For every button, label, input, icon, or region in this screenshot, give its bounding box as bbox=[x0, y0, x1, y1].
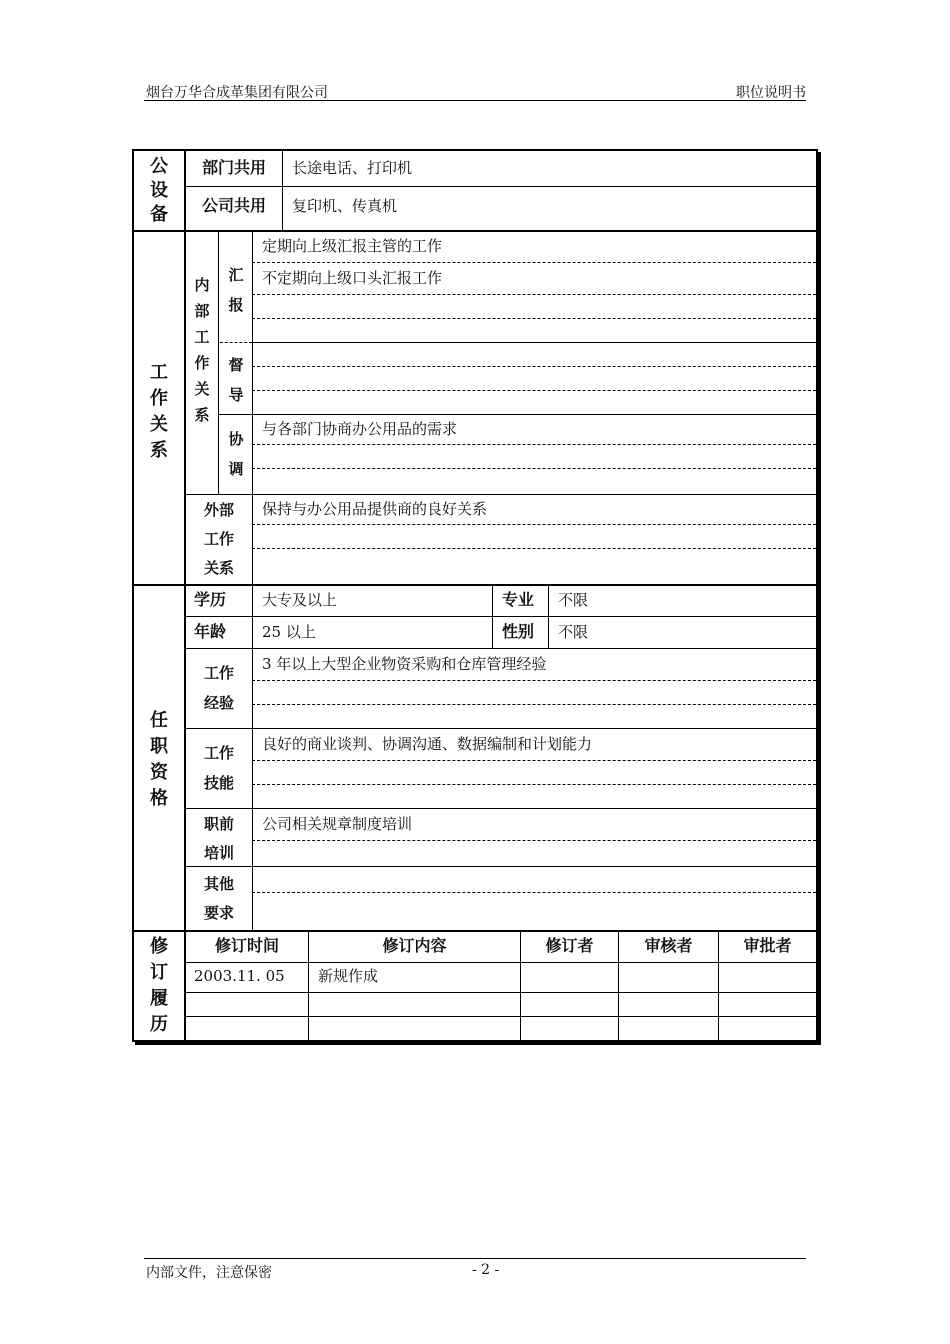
education-value: 大专及以上 bbox=[262, 591, 338, 609]
header-company: 烟台万华合成革集团有限公司 bbox=[146, 85, 328, 101]
content-divider bbox=[252, 231, 253, 584]
dashed-line bbox=[252, 294, 816, 295]
dashed-line bbox=[252, 704, 816, 705]
revision-header-reviewer: 审核者 bbox=[644, 936, 693, 955]
training-label: 职前 培训 bbox=[203, 815, 234, 862]
row-line bbox=[184, 1016, 816, 1017]
dept-shared-label: 部门共用 bbox=[201, 158, 266, 177]
dashed-line bbox=[252, 892, 816, 893]
age-value: 25 以上 bbox=[262, 623, 316, 641]
row-line bbox=[184, 866, 816, 867]
revision-row-1-content: 新规作成 bbox=[318, 967, 379, 985]
age-label: 年龄 bbox=[193, 622, 226, 641]
external-relations-label: 外部 工作 关系 bbox=[203, 501, 234, 577]
dashed-line bbox=[252, 548, 816, 549]
dept-shared-value: 长途电话、打印机 bbox=[292, 159, 413, 177]
company-shared-value: 复印机、传真机 bbox=[292, 197, 398, 215]
dashed-line bbox=[252, 444, 816, 445]
equipment-title: 公 设 备 bbox=[150, 156, 168, 225]
row-line bbox=[184, 728, 816, 729]
equipment-divider bbox=[282, 149, 283, 231]
work-relations-title: 工 作 关 系 bbox=[150, 362, 168, 461]
gender-label: 性别 bbox=[501, 622, 534, 641]
row-line bbox=[184, 992, 816, 993]
external-line-1: 保持与办公用品提供商的良好关系 bbox=[262, 500, 488, 518]
page-number: - 2 - bbox=[472, 1262, 500, 1278]
section-sep bbox=[132, 584, 818, 586]
gender-value: 不限 bbox=[558, 623, 589, 641]
revision-title: 修 订 履 历 bbox=[150, 936, 168, 1035]
footer-note: 内部文件，注意保密 bbox=[146, 1265, 272, 1281]
other-label: 其他 要求 bbox=[203, 875, 234, 922]
qualifications-title: 任 职 资 格 bbox=[150, 710, 168, 809]
report-label: 汇 报 bbox=[228, 266, 244, 314]
header-doc-type: 职位说明书 bbox=[736, 85, 806, 101]
internal-divider bbox=[218, 231, 219, 494]
dashed-line bbox=[252, 680, 816, 681]
row-line bbox=[184, 962, 816, 963]
col-divider bbox=[548, 585, 549, 649]
dashed-line bbox=[220, 342, 252, 343]
dashed-line bbox=[252, 366, 816, 367]
dashed-line bbox=[252, 262, 816, 263]
coordinate-line-1: 与各部门协商办公用品的需求 bbox=[262, 420, 458, 438]
section-sep bbox=[132, 930, 818, 932]
revision-header-approver: 审批者 bbox=[743, 936, 792, 955]
company-shared-label: 公司共用 bbox=[201, 196, 266, 215]
dashed-line bbox=[252, 468, 816, 469]
row-line bbox=[184, 186, 816, 187]
report-line-1: 定期向上级汇报主管的工作 bbox=[262, 237, 443, 255]
revision-header-content: 修订内容 bbox=[382, 936, 447, 955]
coordinate-label: 协 调 bbox=[228, 430, 244, 478]
footer-divider bbox=[144, 1258, 806, 1259]
supervise-label: 督 导 bbox=[228, 356, 244, 404]
row-line bbox=[252, 342, 816, 343]
col-divider bbox=[492, 585, 493, 649]
dashed-line bbox=[252, 524, 816, 525]
dashed-line bbox=[252, 390, 816, 391]
row-line bbox=[218, 414, 816, 415]
revision-row-1-time: 2003.11. 05 bbox=[194, 967, 285, 985]
training-value: 公司相关规章制度培训 bbox=[262, 815, 413, 833]
skills-label: 工作 技能 bbox=[203, 744, 234, 792]
row-line bbox=[184, 494, 816, 495]
row-line bbox=[184, 616, 816, 617]
revision-header-reviser: 修订者 bbox=[545, 936, 594, 955]
major-value: 不限 bbox=[558, 591, 589, 609]
internal-relations-label: 内 部 工 作 关 系 bbox=[194, 276, 210, 424]
row-line bbox=[184, 808, 816, 809]
skills-value: 良好的商业谈判、协调沟通、数据编制和计划能力 bbox=[262, 735, 593, 753]
dashed-line bbox=[252, 840, 816, 841]
header-divider bbox=[144, 100, 806, 101]
row-line bbox=[184, 648, 816, 649]
major-label: 专业 bbox=[501, 590, 534, 609]
education-label: 学历 bbox=[193, 590, 226, 609]
experience-label: 工作 经验 bbox=[203, 664, 234, 712]
section-sep bbox=[132, 230, 818, 232]
dashed-line bbox=[252, 784, 816, 785]
dashed-line bbox=[252, 318, 816, 319]
report-line-2: 不定期向上级口头汇报工作 bbox=[262, 269, 443, 287]
content-divider bbox=[252, 585, 253, 931]
revision-header-time: 修订时间 bbox=[214, 936, 279, 955]
dashed-line bbox=[252, 760, 816, 761]
experience-value: 3 年以上大型企业物资采购和仓库管理经验 bbox=[262, 655, 547, 673]
